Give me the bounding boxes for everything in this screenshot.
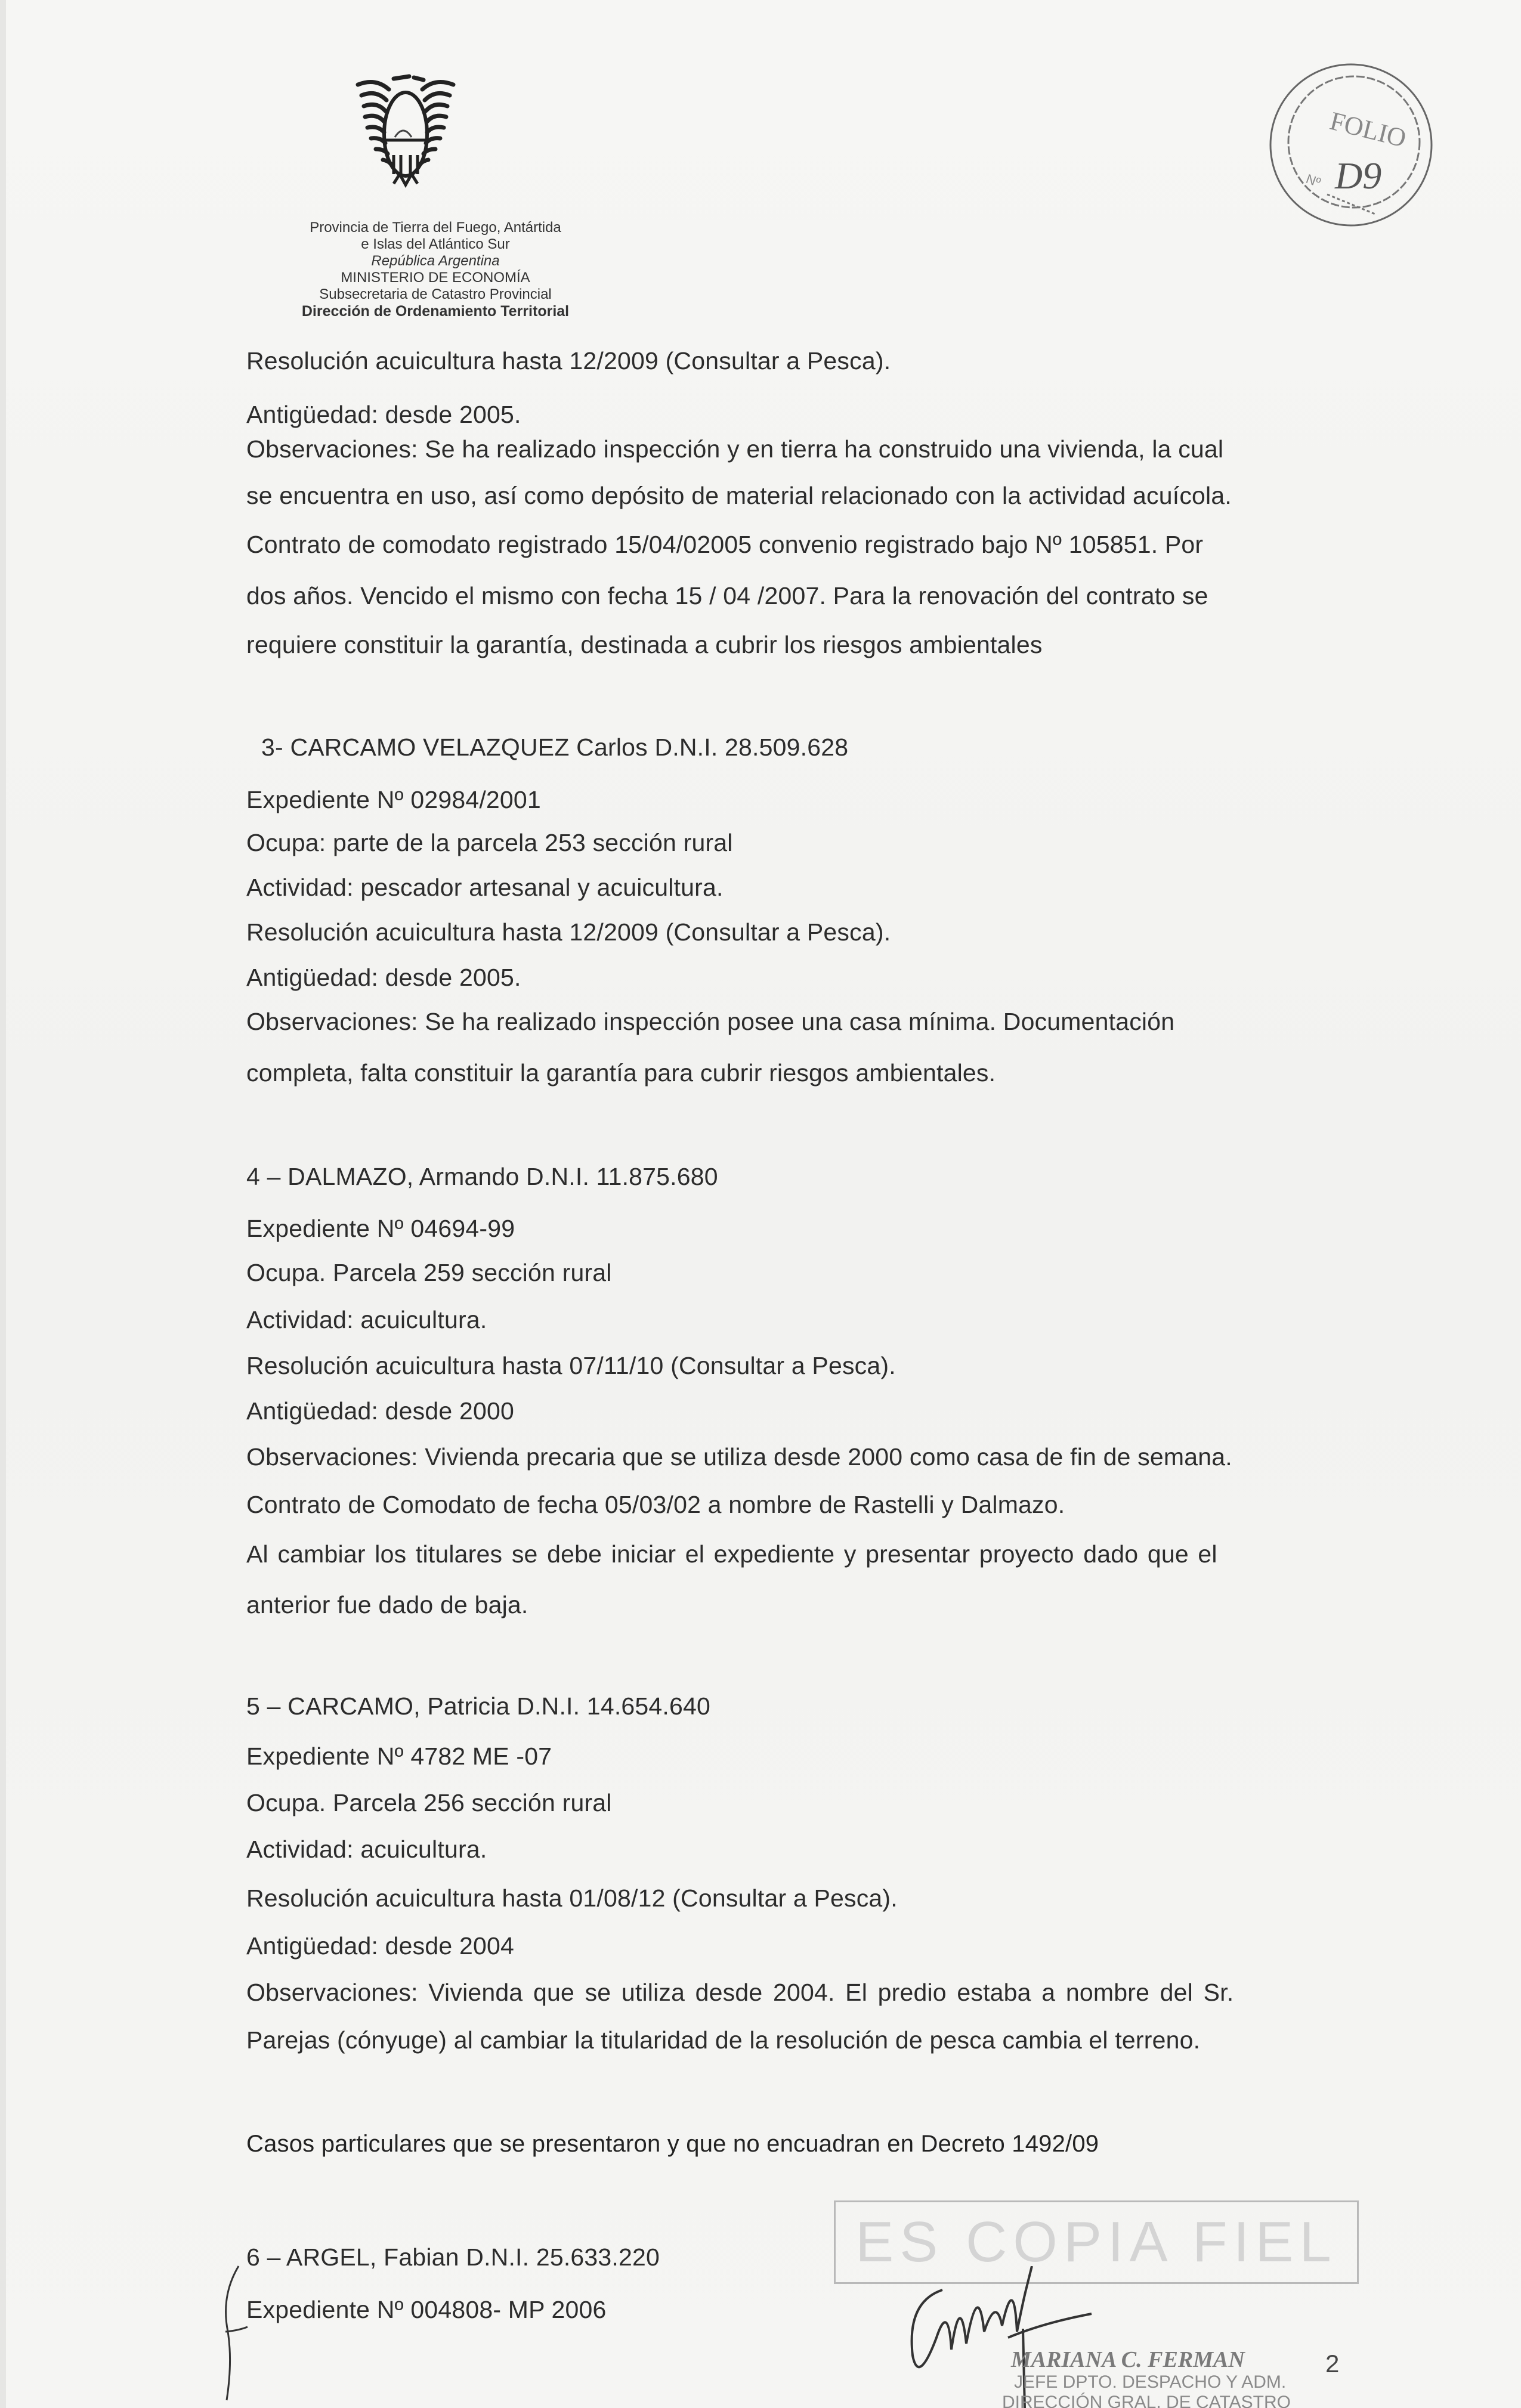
folio-stamp bbox=[1265, 58, 1437, 231]
intro-obs-line: Observaciones: Se ha realizado inspección y en tierra ha construido una vivienda, la cual bbox=[246, 435, 1224, 463]
entry-5-line: Ocupa. Parcela 256 sección rural bbox=[246, 1789, 612, 1816]
entry-4-header: 4 – DALMAZO, Armando D.N.I. 11.875.680 bbox=[246, 1163, 718, 1190]
entry-4-line: Ocupa. Parcela 259 sección rural bbox=[246, 1259, 612, 1286]
entry-4-line: Expediente Nº 04694-99 bbox=[246, 1215, 515, 1242]
entry-3-line: Resolución acuicultura hasta 12/2009 (Consultar a Pesca). bbox=[246, 918, 891, 946]
letterhead-ministry: MINISTERIO DE ECONOMÍA bbox=[341, 270, 530, 286]
entry-3-line: Actividad: pescador artesanal y acuicultura. bbox=[246, 874, 724, 901]
entry-4-line: anterior fue dado de baja. bbox=[246, 1591, 528, 1618]
entry-5-line: Antigüedad: desde 2004 bbox=[246, 1932, 514, 1960]
entry-3-line: Ocupa: parte de la parcela 253 sección rural bbox=[246, 829, 733, 856]
entry-4-line: Contrato de Comodato de fecha 05/03/02 a nombre de Rastelli y Dalmazo. bbox=[246, 1491, 1065, 1518]
entry-3-line: Expediente Nº 02984/2001 bbox=[246, 786, 541, 813]
intro-resolucion: Resolución acuicultura hasta 12/2009 (Consultar a Pesca). bbox=[246, 347, 891, 374]
entry-4-line: Resolución acuicultura hasta 07/11/10 (Consultar a Pesca). bbox=[246, 1352, 896, 1379]
entry-4-line: Antigüedad: desde 2000 bbox=[246, 1397, 514, 1425]
signatory-department: DIRECCIÓN GRAL. DE CATASTRO bbox=[1002, 2392, 1291, 2408]
province-coat-of-arms-icon bbox=[352, 72, 459, 191]
entry-4-line: Al cambiar los titulares se debe iniciar el expediente y presentar proyecto dado que el bbox=[246, 1540, 1217, 1568]
entry-5-line: Resolución acuicultura hasta 01/08/12 (Consultar a Pesca). bbox=[246, 1884, 898, 1912]
intro-antiguedad: Antigüedad: desde 2005. bbox=[246, 401, 521, 428]
letterhead-province: Provincia de Tierra del Fuego, Antártida bbox=[310, 219, 561, 236]
entry-3-line: completa, falta constituir la garantía para cubrir riesgos ambientales. bbox=[246, 1059, 996, 1087]
folio-label: FOLIO bbox=[1327, 106, 1409, 153]
margin-initial-mark bbox=[215, 2260, 256, 2403]
entry-6-header: 6 – ARGEL, Fabian D.N.I. 25.633.220 bbox=[246, 2243, 660, 2271]
entry-5-header: 5 – CARCAMO, Patricia D.N.I. 14.654.640 bbox=[246, 1692, 711, 1720]
entry-5-line: Expediente Nº 4782 ME -07 bbox=[246, 1742, 552, 1770]
letterhead-direction: Dirección de Ordenamiento Territorial bbox=[301, 303, 570, 320]
letterhead-subsecretary: Subsecretaria de Catastro Provincial bbox=[319, 286, 552, 302]
entry-3-header: 3- CARCAMO VELAZQUEZ Carlos D.N.I. 28.509.628 bbox=[261, 733, 849, 761]
entry-5-line: Actividad: acuicultura. bbox=[246, 1836, 487, 1863]
letterhead-islands: e Islas del Atlántico Sur bbox=[361, 236, 510, 252]
entry-4-line: Observaciones: Vivienda precaria que se utiliza desde 2000 como casa de fin de semana. bbox=[246, 1443, 1232, 1471]
entry-3-line: Observaciones: Se ha realizado inspección posee una casa mínima. Documentación bbox=[246, 1008, 1175, 1035]
intro-obs-line: se encuentra en uso, así como depósito de material relacionado con la actividad acuícola. bbox=[246, 482, 1232, 509]
special-cases-title: Casos particulares que se presentaron y que no encuadran en Decreto 1492/09 bbox=[246, 2131, 1099, 2157]
letterhead bbox=[245, 219, 626, 320]
entry-5-line: Observaciones: Vivienda que se utiliza desde 2004. El predio estaba a nombre del Sr. bbox=[246, 1979, 1234, 2006]
entry-4-line: Actividad: acuicultura. bbox=[246, 1306, 487, 1333]
signatory-title: JEFE DPTO. DESPACHO Y ADM. bbox=[1014, 2372, 1287, 2392]
signatory-name: MARIANA C. FERMAN bbox=[1011, 2347, 1245, 2372]
copy-stamp-text: ES COPIA FIEL bbox=[855, 2210, 1337, 2274]
page-number: 2 bbox=[1325, 2350, 1340, 2378]
entry-3-line: Antigüedad: desde 2005. bbox=[246, 964, 521, 991]
intro-obs-line: Contrato de comodato registrado 15/04/02005 convenio registrado bajo Nº 105851. Por bbox=[246, 531, 1204, 558]
letterhead-country: República Argentina bbox=[371, 253, 500, 269]
intro-obs-line: requiere constituir la garantía, destinada a cubrir los riesgos ambientales bbox=[246, 631, 1043, 658]
folio-number: D9 bbox=[1335, 154, 1382, 197]
entry-6-expediente: Expediente Nº 004808- MP 2006 bbox=[246, 2296, 607, 2323]
scan-edge bbox=[0, 0, 6, 2408]
folio-no-label: Nº bbox=[1304, 171, 1323, 190]
intro-obs-line: dos años. Vencido el mismo con fecha 15 / 04 /2007. Para la renovación del contrato se bbox=[246, 582, 1208, 609]
entry-5-line: Parejas (cónyuge) al cambiar la titularidad de la resolución de pesca cambia el terreno. bbox=[246, 2026, 1201, 2054]
